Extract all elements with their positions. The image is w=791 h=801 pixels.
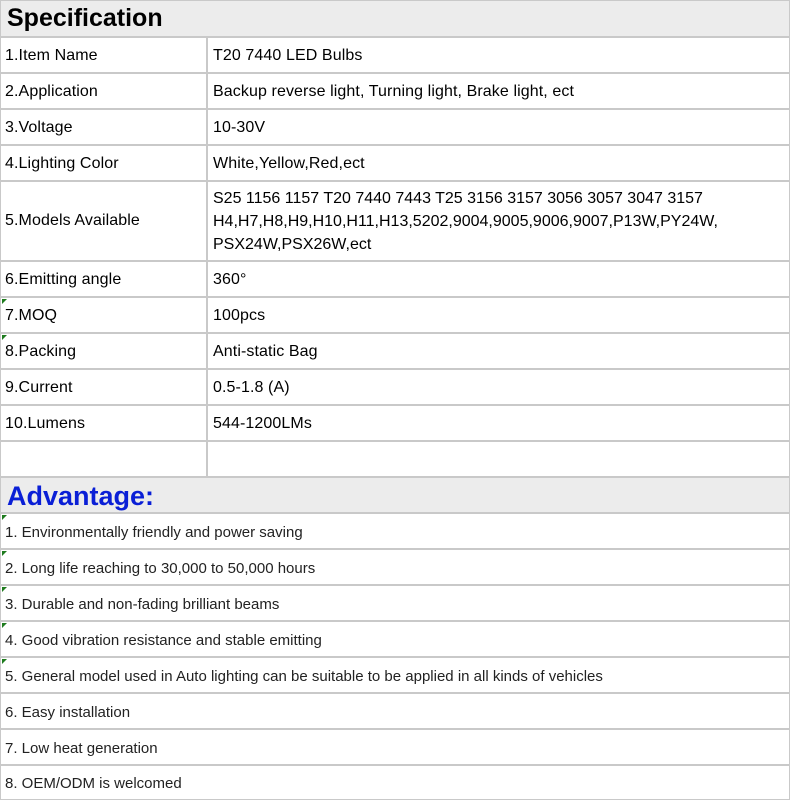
spec-value: 360° [213,271,247,288]
advantage-text: 7. Low heat generation [5,740,158,757]
models-list [213,187,718,256]
spec-row-lighting-color [1,146,789,182]
models-line: S25 1156 1157 T20 7440 7443 T25 3156 3157 3056 3057 3047 3157 [213,190,703,207]
advantage-title: Advantage: [7,481,155,511]
advantage-text: 5. General model used in Auto lighting can be suitable to be applied in all kinds of vehicles [5,668,603,685]
spec-value: 100pcs [213,307,266,324]
advantage-item [1,622,789,658]
spec-label: 3.Voltage [5,119,73,136]
models-line: H4,H7,H8,H9,H10,H11,H13,5202,9004,9005,9006,9007,P13W,PY24W, [213,213,718,230]
spec-row-application [1,74,789,110]
spec-row-item-name [1,38,789,74]
advantage-item [1,550,789,586]
spec-title-row [1,1,789,38]
spec-label: 2.Application [5,83,98,100]
advantage-item [1,514,789,550]
cell-marker [2,659,7,664]
spec-value: 0.5-1.8 (A) [213,379,290,396]
cell-marker [2,551,7,556]
cell-marker [2,587,7,592]
spec-row-empty [1,442,789,478]
spec-row-current [1,370,789,406]
spec-row-models [1,182,789,262]
advantage-item [1,766,789,800]
spec-label: 8.Packing [5,343,77,360]
advantage-item [1,730,789,766]
spec-label: 7.MOQ [5,307,58,324]
spec-label: 6.Emitting angle [5,271,122,288]
spec-row-emitting-angle [1,262,789,298]
advantage-title-row [1,478,789,514]
spec-value: White,Yellow,Red,ect [213,155,365,172]
advantage-text: 4. Good vibration resistance and stable emitting [5,632,322,649]
spec-value: 544-1200LMs [213,415,312,432]
spec-value: 10-30V [213,119,266,136]
spec-value: Anti-static Bag [213,343,318,360]
models-line: PSX24W,PSX26W,ect [213,236,372,253]
spec-row-lumens [1,406,789,442]
spec-label: 10.Lumens [5,415,86,432]
spec-row-packing [1,334,789,370]
cell-marker [2,515,7,520]
spec-row-moq [1,298,789,334]
spec-label: 9.Current [5,379,73,396]
advantage-text: 6. Easy installation [5,704,131,721]
advantage-text: 2. Long life reaching to 30,000 to 50,000 hours [5,560,316,577]
spec-title: Specification [7,4,163,32]
spec-value: T20 7440 LED Bulbs [213,47,363,64]
spec-label: 4.Lighting Color [5,155,119,172]
spec-row-voltage [1,110,789,146]
spec-value: Backup reverse light, Turning light, Brake light, ect [213,83,575,100]
advantage-item [1,658,789,694]
advantage-text: 3. Durable and non-fading brilliant beams [5,596,280,613]
advantage-item [1,586,789,622]
advantage-text: 1. Environmentally friendly and power saving [5,524,303,541]
spec-label: 5.Models Available [5,212,140,229]
cell-marker [2,623,7,628]
spec-label: 1.Item Name [5,47,98,64]
advantage-text: 8. OEM/ODM is welcomed [5,775,182,792]
advantage-item [1,694,789,730]
